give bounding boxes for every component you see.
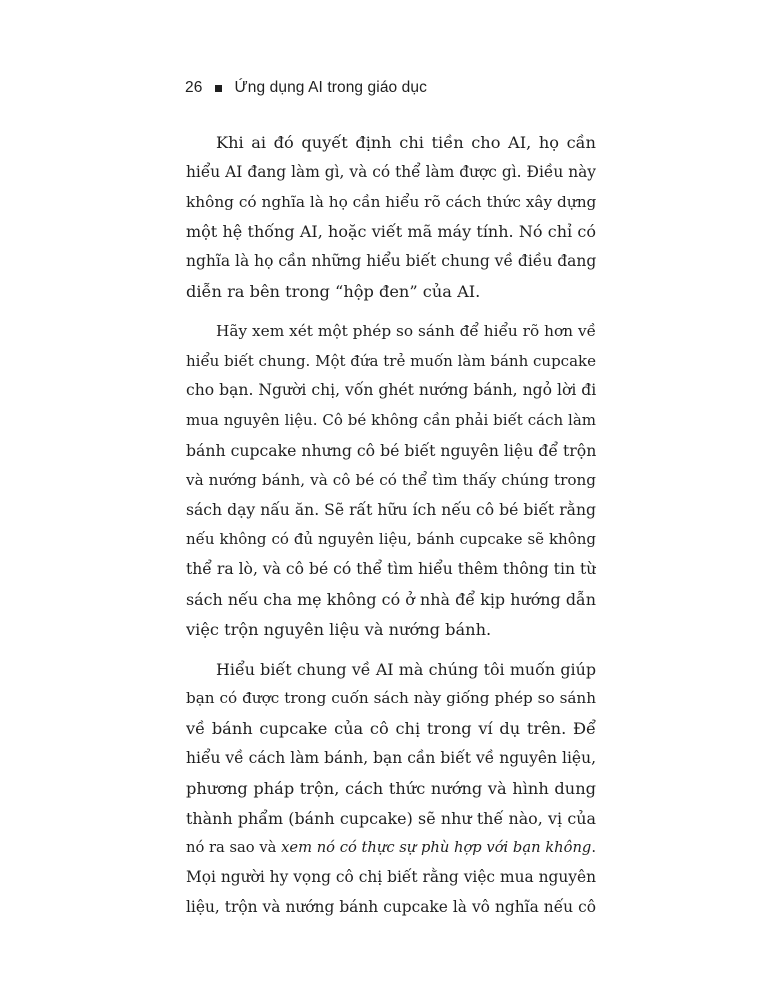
text-line: hiểu AI đang làm gì, và có thể làm được gì. Điều này <box>186 162 596 181</box>
text-line: liệu, trộn và nướng bánh cupcake là vô nghĩa nếu cô <box>186 897 596 916</box>
text-line: một hệ thống AI, hoặc viết mã máy tính. Nó chỉ có <box>186 222 596 242</box>
text-line: phương pháp trộn, cách thức nướng và hình dung <box>186 778 596 798</box>
text-line: diễn ra bên trong “hộp đen” của AI. <box>186 281 481 301</box>
text-line: sách dạy nấu ăn. Sẽ rất hữu ích nếu cô bé biết rằng <box>186 500 596 519</box>
text-line: Mọi người hy vọng cô chị biết rằng việc mua nguyên <box>186 868 596 887</box>
paragraph-2 <box>186 317 596 645</box>
text-line: về bánh cupcake của cô chị trong ví dụ trên. Để <box>186 719 596 739</box>
text-line: hiểu về cách làm bánh, bạn cần biết về nguyên liệu, <box>186 748 596 767</box>
paragraph-1 <box>186 128 596 307</box>
text-line: và nướng bánh, và cô bé có thể tìm thấy chúng trong <box>186 470 596 489</box>
body-text <box>186 128 596 933</box>
text-line-mixed <box>186 833 596 863</box>
running-header <box>185 79 427 97</box>
text-run: nó ra sao và <box>186 839 282 857</box>
square-bullet-icon <box>215 85 222 92</box>
text-line: cho bạn. Người chị, vốn ghét nướng bánh, ngỏ lời đi <box>186 381 596 400</box>
text-line: Hãy xem xét một phép so sánh để hiểu rõ hơn về <box>216 321 596 340</box>
text-line: Khi ai đó quyết định chi tiền cho AI, họ cần <box>216 133 596 152</box>
text-line: bạn có được trong cuốn sách này giống phép so sánh <box>186 689 596 708</box>
paragraph-3 <box>186 655 596 923</box>
text-line: nghĩa là họ cần những hiểu biết chung về điều đang <box>186 252 596 271</box>
chapter-title: Ứng dụng AI trong giáo dục <box>234 79 427 96</box>
text-line: thể ra lò, và cô bé có thể tìm hiểu thêm thông tin từ <box>186 560 596 579</box>
page-number: 26 <box>185 79 203 96</box>
italic-phrase: xem nó có thực sự phù hợp với bạn không <box>281 839 592 857</box>
text-line: không có nghĩa là họ cần hiểu rõ cách thức xây dựng <box>186 192 596 211</box>
text-line: hiểu biết chung. Một đứa trẻ muốn làm bánh cupcake <box>186 351 596 370</box>
text-line: mua nguyên liệu. Cô bé không cần phải biết cách làm <box>186 411 596 430</box>
text-line: bánh cupcake nhưng cô bé biết nguyên liệu để trộn <box>186 440 596 460</box>
text-line: nếu không có đủ nguyên liệu, bánh cupcake sẽ không <box>186 530 596 549</box>
text-line: sách nếu cha mẹ không có ở nhà để kịp hướng dẫn <box>186 589 596 609</box>
text-run: . <box>591 839 596 857</box>
text-line: Hiểu biết chung về AI mà chúng tôi muốn giúp <box>216 659 596 679</box>
text-line: thành phẩm (bánh cupcake) sẽ như thế nào, vị của <box>186 808 596 828</box>
text-line: việc trộn nguyên liệu và nướng bánh. <box>186 619 492 639</box>
